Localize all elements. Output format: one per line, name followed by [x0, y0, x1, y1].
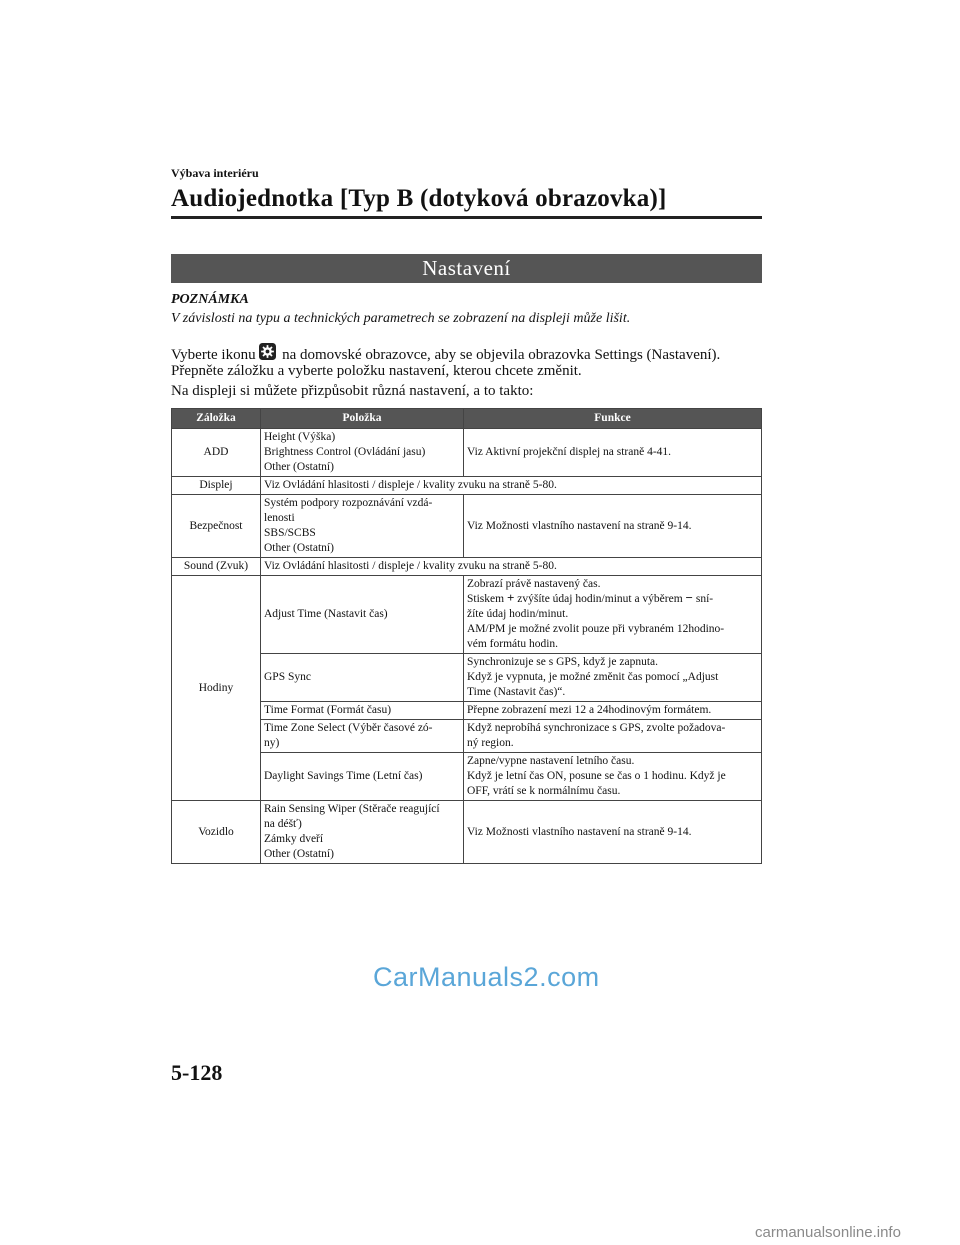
note-heading: POZNÁMKA [171, 292, 249, 307]
minus-icon: − [685, 590, 693, 605]
function-cell: Přepne zobrazení mezi 12 a 24hodinovým formátem. [464, 702, 762, 720]
header-tab: Záložka [172, 409, 261, 429]
function-cell: Zapne/vypne nastavení letního času. Když je letní čas ON, posune se čas o 1 hodinu. Když je OFF, vrátí se k normálnímu času. [464, 753, 762, 801]
function-line [467, 592, 758, 607]
settings-table [171, 408, 762, 864]
header-function: Funkce [464, 409, 762, 429]
table-header-row [172, 409, 762, 429]
item-cell: Systém podpory rozpoznávání vzdá- lenosti SBS/SCBS Other (Ostatní) [261, 495, 464, 558]
tab-cell: ADD [172, 429, 261, 477]
table-row [172, 801, 762, 864]
table-row [172, 477, 762, 495]
instruction-text-before-icon: Vyberte ikonu [171, 347, 256, 363]
instruction-paragraph-1 [171, 343, 720, 364]
tab-cell: Displej [172, 477, 261, 495]
table-row [172, 753, 762, 801]
item-cell: Time Format (Formát času) [261, 702, 464, 720]
instruction-paragraph-2: Přepněte záložku a vyberte položku nastavení, kterou chcete změnit. [171, 363, 582, 379]
function-cell: Viz Možnosti vlastního nastavení na straně 9-14. [464, 801, 762, 864]
table-row [172, 576, 762, 654]
item-cell: GPS Sync [261, 654, 464, 702]
function-text: Stiskem [467, 593, 505, 605]
section-label: Výbava interiéru [171, 166, 259, 180]
table-row [172, 702, 762, 720]
table-row [172, 558, 762, 576]
function-cell [464, 576, 762, 654]
header-item: Položka [261, 409, 464, 429]
merged-cell: Viz Ovládání hlasitosti / displeje / kvality zvuku na straně 5-80. [261, 558, 762, 576]
item-cell: Adjust Time (Nastavit čas) [261, 576, 464, 654]
function-cell: Viz Aktivní projekční displej na straně 4-41. [464, 429, 762, 477]
tab-cell: Bezpečnost [172, 495, 261, 558]
instruction-paragraph-3: Na displeji si můžete přizpůsobit různá nastavení, a to takto: [171, 383, 534, 399]
item-cell: Height (Výška) Brightness Control (Ovládání jasu) Other (Ostatní) [261, 429, 464, 477]
page-number: 5-128 [171, 1060, 223, 1085]
table-row [172, 654, 762, 702]
item-cell: Rain Sensing Wiper (Stěrače reagující na déšť) Zámky dveří Other (Ostatní) [261, 801, 464, 864]
tab-cell: Vozidlo [172, 801, 261, 864]
table-row [172, 429, 762, 477]
watermark: CarManuals2.com [373, 962, 600, 992]
title-divider [171, 216, 762, 219]
page-title: Audiojednotka [Typ B (dotyková obrazovka)] [171, 185, 667, 212]
item-cell: Daylight Savings Time (Letní čas) [261, 753, 464, 801]
function-cell: Viz Možnosti vlastního nastavení na straně 9-14. [464, 495, 762, 558]
function-text: zvýšíte údaj hodin/minut a výběrem [517, 593, 683, 605]
footer-site-label: carmanualsonline.info [755, 1224, 901, 1241]
function-line: Zobrazí právě nastavený čas. [467, 578, 601, 590]
gear-icon [259, 343, 276, 360]
function-cell: Synchronizuje se s GPS, když je zapnuta. Když je vypnuta, je možné změnit čas pomocí „Adjust Time (Nastavit čas)“. [464, 654, 762, 702]
function-line: žíte údaj hodin/minut. AM/PM je možné zvolit pouze při vybraném 12hodino- vém formátu hodin. [467, 608, 725, 650]
table-row [172, 495, 762, 558]
table-row [172, 720, 762, 753]
section-banner: Nastavení [171, 254, 762, 283]
merged-cell: Viz Ovládání hlasitosti / displeje / kvality zvuku na straně 5-80. [261, 477, 762, 495]
note-text: V závislosti na typu a technických parametrech se zobrazení na displeji může lišit. [171, 311, 631, 326]
item-cell: Time Zone Select (Výběr časové zó- ny) [261, 720, 464, 753]
instruction-text-after-icon: na domovské obrazovce, aby se objevila obrazovka Settings (Nastavení). [282, 347, 721, 363]
function-cell: Když neprobíhá synchronizace s GPS, zvolte požadova- ný region. [464, 720, 762, 753]
tab-cell: Sound (Zvuk) [172, 558, 261, 576]
function-text: sní- [695, 593, 714, 605]
plus-icon: + [506, 590, 515, 605]
tab-cell: Hodiny [172, 576, 261, 801]
